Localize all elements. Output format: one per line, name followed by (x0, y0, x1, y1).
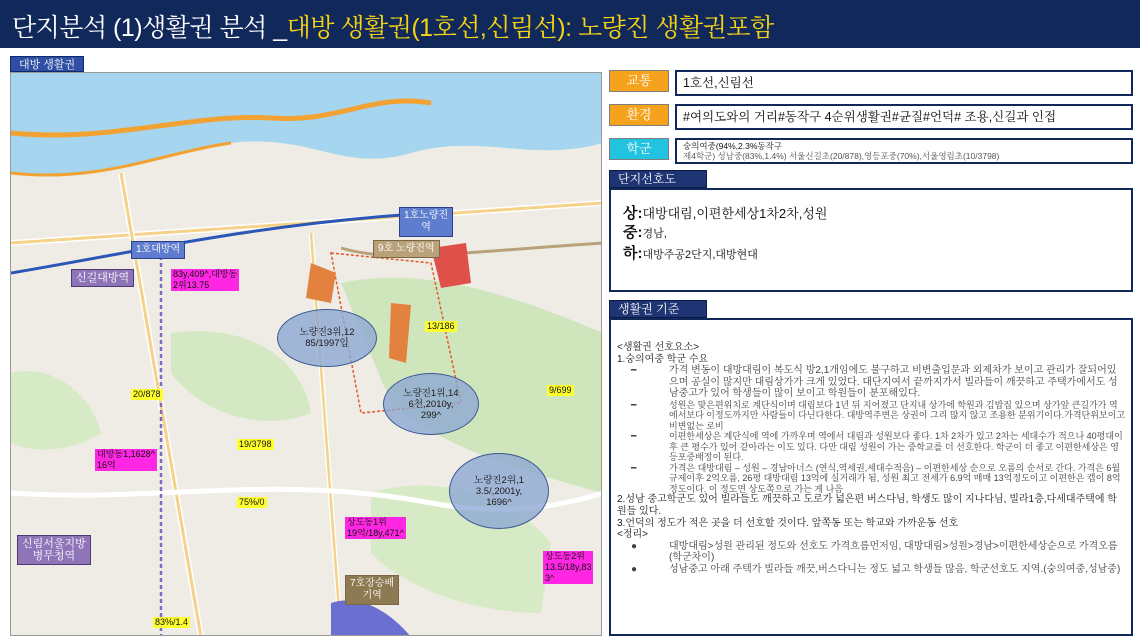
school-pin: 9/699 (549, 385, 572, 395)
area-map[interactable] (10, 72, 602, 636)
station-daebang: 1호대방역 (131, 241, 185, 259)
criteria-bullet: ━ 가격 변동이 대방대림이 복도식 방2,1개임에도 불구하고 비변출입문과 외제차가 보이고 관리가 잘되어있으며 공실이 많지만 대림상가가 크게 있었다. 대단지여서 끝까지가서 빌라들이 깨끗하고 주택가에서도 성남중고가 있어 학생들이 많이 보이고 학원들이 분포해있다. (617, 365, 1125, 400)
map-tag: 대방 생활권 (10, 56, 84, 72)
preference-mid: 중:경남, (623, 224, 667, 241)
station-sillim-byeongmucheong: 신림서울지방 병무청역 (17, 535, 91, 565)
criteria-point-2: 2.성남 중고학군도 있어 빌라들도 깨끗하고 도로가 넓은편 버스다님, 학생도 많이 지나다님, 빌라1층,다세대주택에 학원들 있다. (617, 494, 1117, 518)
criteria-bullet: ━ 가격은 대방대림 – 성원 – 경남아너스 (연식,역세권,세대수적음) – 이편한세상 순으로 오름의 순서로 간다. 가격은 6월규제이후 2억오름, 26평 대방대림 13억에 실거래가 됨, 성원 최고 전세가 6.9억 매매 13억정도이고 이편한은 캡이 8억정도이다. 이 정도면 상도쪽으로 가는 게 나음 (617, 463, 1125, 495)
school-pin: 13/186 (427, 321, 455, 331)
school-pin: 83%/1.4 (155, 617, 189, 627)
criteria-point-1: 1.숭의여중 학군 수요 (617, 353, 709, 365)
criteria-title: 생활권 기준 (609, 300, 707, 318)
criteria-summary-item: ● 성남중고 아래 주택가 빌라들 깨끗,버스다니는 정도 넓고 학생들 많음, 학군선호도 지역.(숭의여중,성남중) (617, 564, 1125, 576)
label-school: 학군 (609, 138, 669, 160)
preference-title: 단지선호도 (609, 170, 707, 188)
complex-ellipse-noryangjin-2[interactable]: 노량진2위,1 3.5/,2001y, 1696^ (449, 453, 549, 529)
page-title: 단지분석 (1)생활권 분석 _대방 생활권(1호선,신림선): 노량진 생활권포함 (12, 14, 774, 42)
criteria-bullet: ━ 이편한세상은 계단식에 역에 가까우며 역에서 대림과 성원보다 좋다. 1차 2차가 있고 2차는 세대수가 적으나 40평대이후 큰 평수가 있어 같아라는 이도 있다. 다만 대림 성원이 가는 중학교를 더 선호한다. 학군이 더 좋고 이편한세상은 영등포중배정이 된다. (617, 431, 1125, 463)
preference-high: 상:대방대림,이편한세상1차2차,성원 (623, 205, 828, 222)
school-line-1: 숭의여중(94%,2.3%동작구 (683, 141, 783, 151)
station-jangseungbaegi: 7호장승배 기역 (345, 575, 399, 605)
station-noryangjin-line9: 9호 노량진역 (373, 240, 440, 258)
criteria-bullet: ━ 성원은 맞은편위치로 계단식이며 대림보다 1년 뒤 지어졌고 단지내 상가에 학원과 김밥집 있으며 상가앞 큰길가가 역에서보다 이정도까지만 사람들이 다닌다한다. 대방역주변은 상권이 그리 많지 않고 조용한 분위기이다.가격단위보이고 비변없는 로비 (617, 400, 1125, 432)
school-pin: 75%/0 (239, 497, 265, 507)
criteria-point-3: 3.언덕의 정도가 적은 곳을 더 선호할 것이다. 앞쪽동 또는 학교와 가까운동 선호 (617, 517, 959, 529)
criteria-summary-item: ● 대방대림>성원 관리된 정도와 선호도 가격흐름먼저임, 대방대림>성원>경남>이편한세상순으로 가격오름(학군차이) (617, 541, 1125, 564)
criteria-box (609, 318, 1133, 636)
complex-pin-daebang-2: 83y,409^,대방동 2위13.75 (173, 269, 238, 290)
school-pin: 19/3798 (239, 439, 272, 449)
preference-low: 하:대방주공2단지,대방현대 (623, 245, 758, 262)
complex-pin-sangdo-2: 상도동2위 13.5/18y,83 3^ (545, 551, 592, 583)
traffic-text: 1호선,신림선 (675, 70, 1133, 96)
station-singil-daebang: 신길대방역 (71, 269, 134, 287)
preference-box (609, 188, 1133, 292)
complex-ellipse-noryangjin-3[interactable]: 노량진3위,12 85/1997입 (277, 309, 377, 367)
school-pin: 20/878 (133, 389, 161, 399)
complex-pin-daebang-1: 대방동1,1628^ 16억 (97, 449, 155, 470)
complex-ellipse-noryangjin-1[interactable]: 노량진1위,14 6천,2010y, 299^ (383, 373, 479, 435)
criteria-heading: <생활권 선호요소> (617, 342, 700, 353)
header-bar (0, 0, 1140, 48)
label-environment: 환경 (609, 104, 669, 126)
page-title-accent: 대방 생활권(1호선,신림선): 노량진 생활권포함 (286, 14, 774, 42)
label-traffic: 교통 (609, 70, 669, 92)
complex-pin-sangdo-1: 상도동1위 19억/18y,471^ (347, 517, 404, 538)
station-noryangjin-line1: 1호노량진 역 (399, 207, 453, 237)
environment-text: #여의도와의 거리#동작구 4순위생활권#균질#언덕# 조용,신길과 인접 (675, 104, 1133, 130)
school-box (675, 138, 1133, 164)
school-line-2: 제4학군) 성남중(83%,1.4%) 서울신길초(20/878),영등포중(70%),서울영림초(10/3798) (683, 151, 1000, 161)
criteria-summary-heading: <정리> (617, 529, 648, 541)
